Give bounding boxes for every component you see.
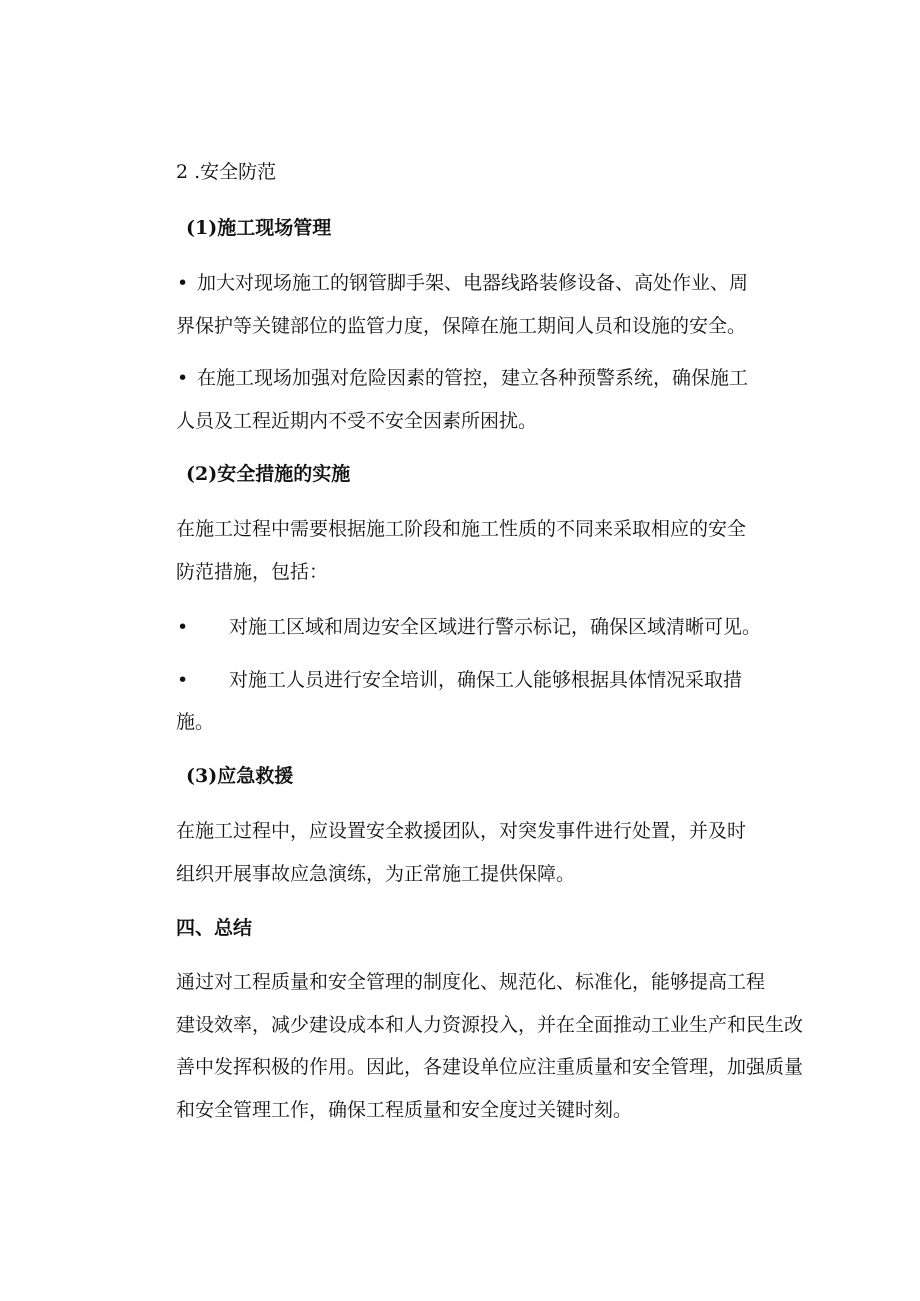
paragraph-line: 善中发挥积极的作用。因此，各建设单位应注重质量和安全管理，加强质量 xyxy=(176,1056,804,1078)
bullet-text-line: 对施工区域和周边安全区域进行警示标记，确保区域清晰可见。 xyxy=(229,616,762,638)
bullet-dot: • xyxy=(177,669,189,691)
bullet-text-line: 人员及工程近期内不受不安全因素所困扰。 xyxy=(176,410,538,432)
bullet-text-line: 对施工人员进行安全培训，确保工人能够根据具体情况采取措 xyxy=(229,669,743,691)
bullet-text-line: 在施工现场加强对危险因素的管控，建立各种预警系统，确保施工 xyxy=(197,367,749,389)
bullet-text-line: 界保护等关键部位的监管力度，保障在施工期间人员和设施的安全。 xyxy=(176,315,747,337)
subsection-heading-2: (2)安全措施的实施 xyxy=(186,463,351,485)
paragraph-line: 通过对工程质量和安全管理的制度化、规范化、标准化，能够提高工程 xyxy=(176,971,766,993)
bullet-dot: • xyxy=(177,272,189,294)
paragraph-line: 组织开展事故应急演练，为正常施工提供保障。 xyxy=(176,863,576,885)
paragraph-line: 建设效率，减少建设成本和人力资源投入，并在全面推动工业生产和民生改 xyxy=(176,1014,804,1036)
bullet-dot: • xyxy=(177,367,189,389)
bullet-text-line: 施。 xyxy=(176,711,215,733)
section-heading-4: 四、总结 xyxy=(176,917,253,939)
bullet-text-line: 加大对现场施工的钢管脚手架、电器线路装修设备、高处作业、周 xyxy=(197,272,749,294)
paragraph-line: 在施工过程中，应设置安全救援团队，对突发事件进行处置，并及时 xyxy=(176,820,747,842)
paragraph-line: 和安全管理工作，确保工程质量和安全度过关键时刻。 xyxy=(176,1099,633,1121)
paragraph-line: 防范措施，包括： xyxy=(176,561,329,583)
section-heading-2: 2 .安全防范 xyxy=(176,161,277,183)
paragraph-line: 在施工过程中需要根据施工阶段和施工性质的不同来采取相应的安全 xyxy=(176,518,747,540)
subsection-heading-1: (1)施工现场管理 xyxy=(186,217,332,239)
bullet-dot: • xyxy=(177,616,189,638)
subsection-heading-3: (3)应急救援 xyxy=(186,765,294,787)
